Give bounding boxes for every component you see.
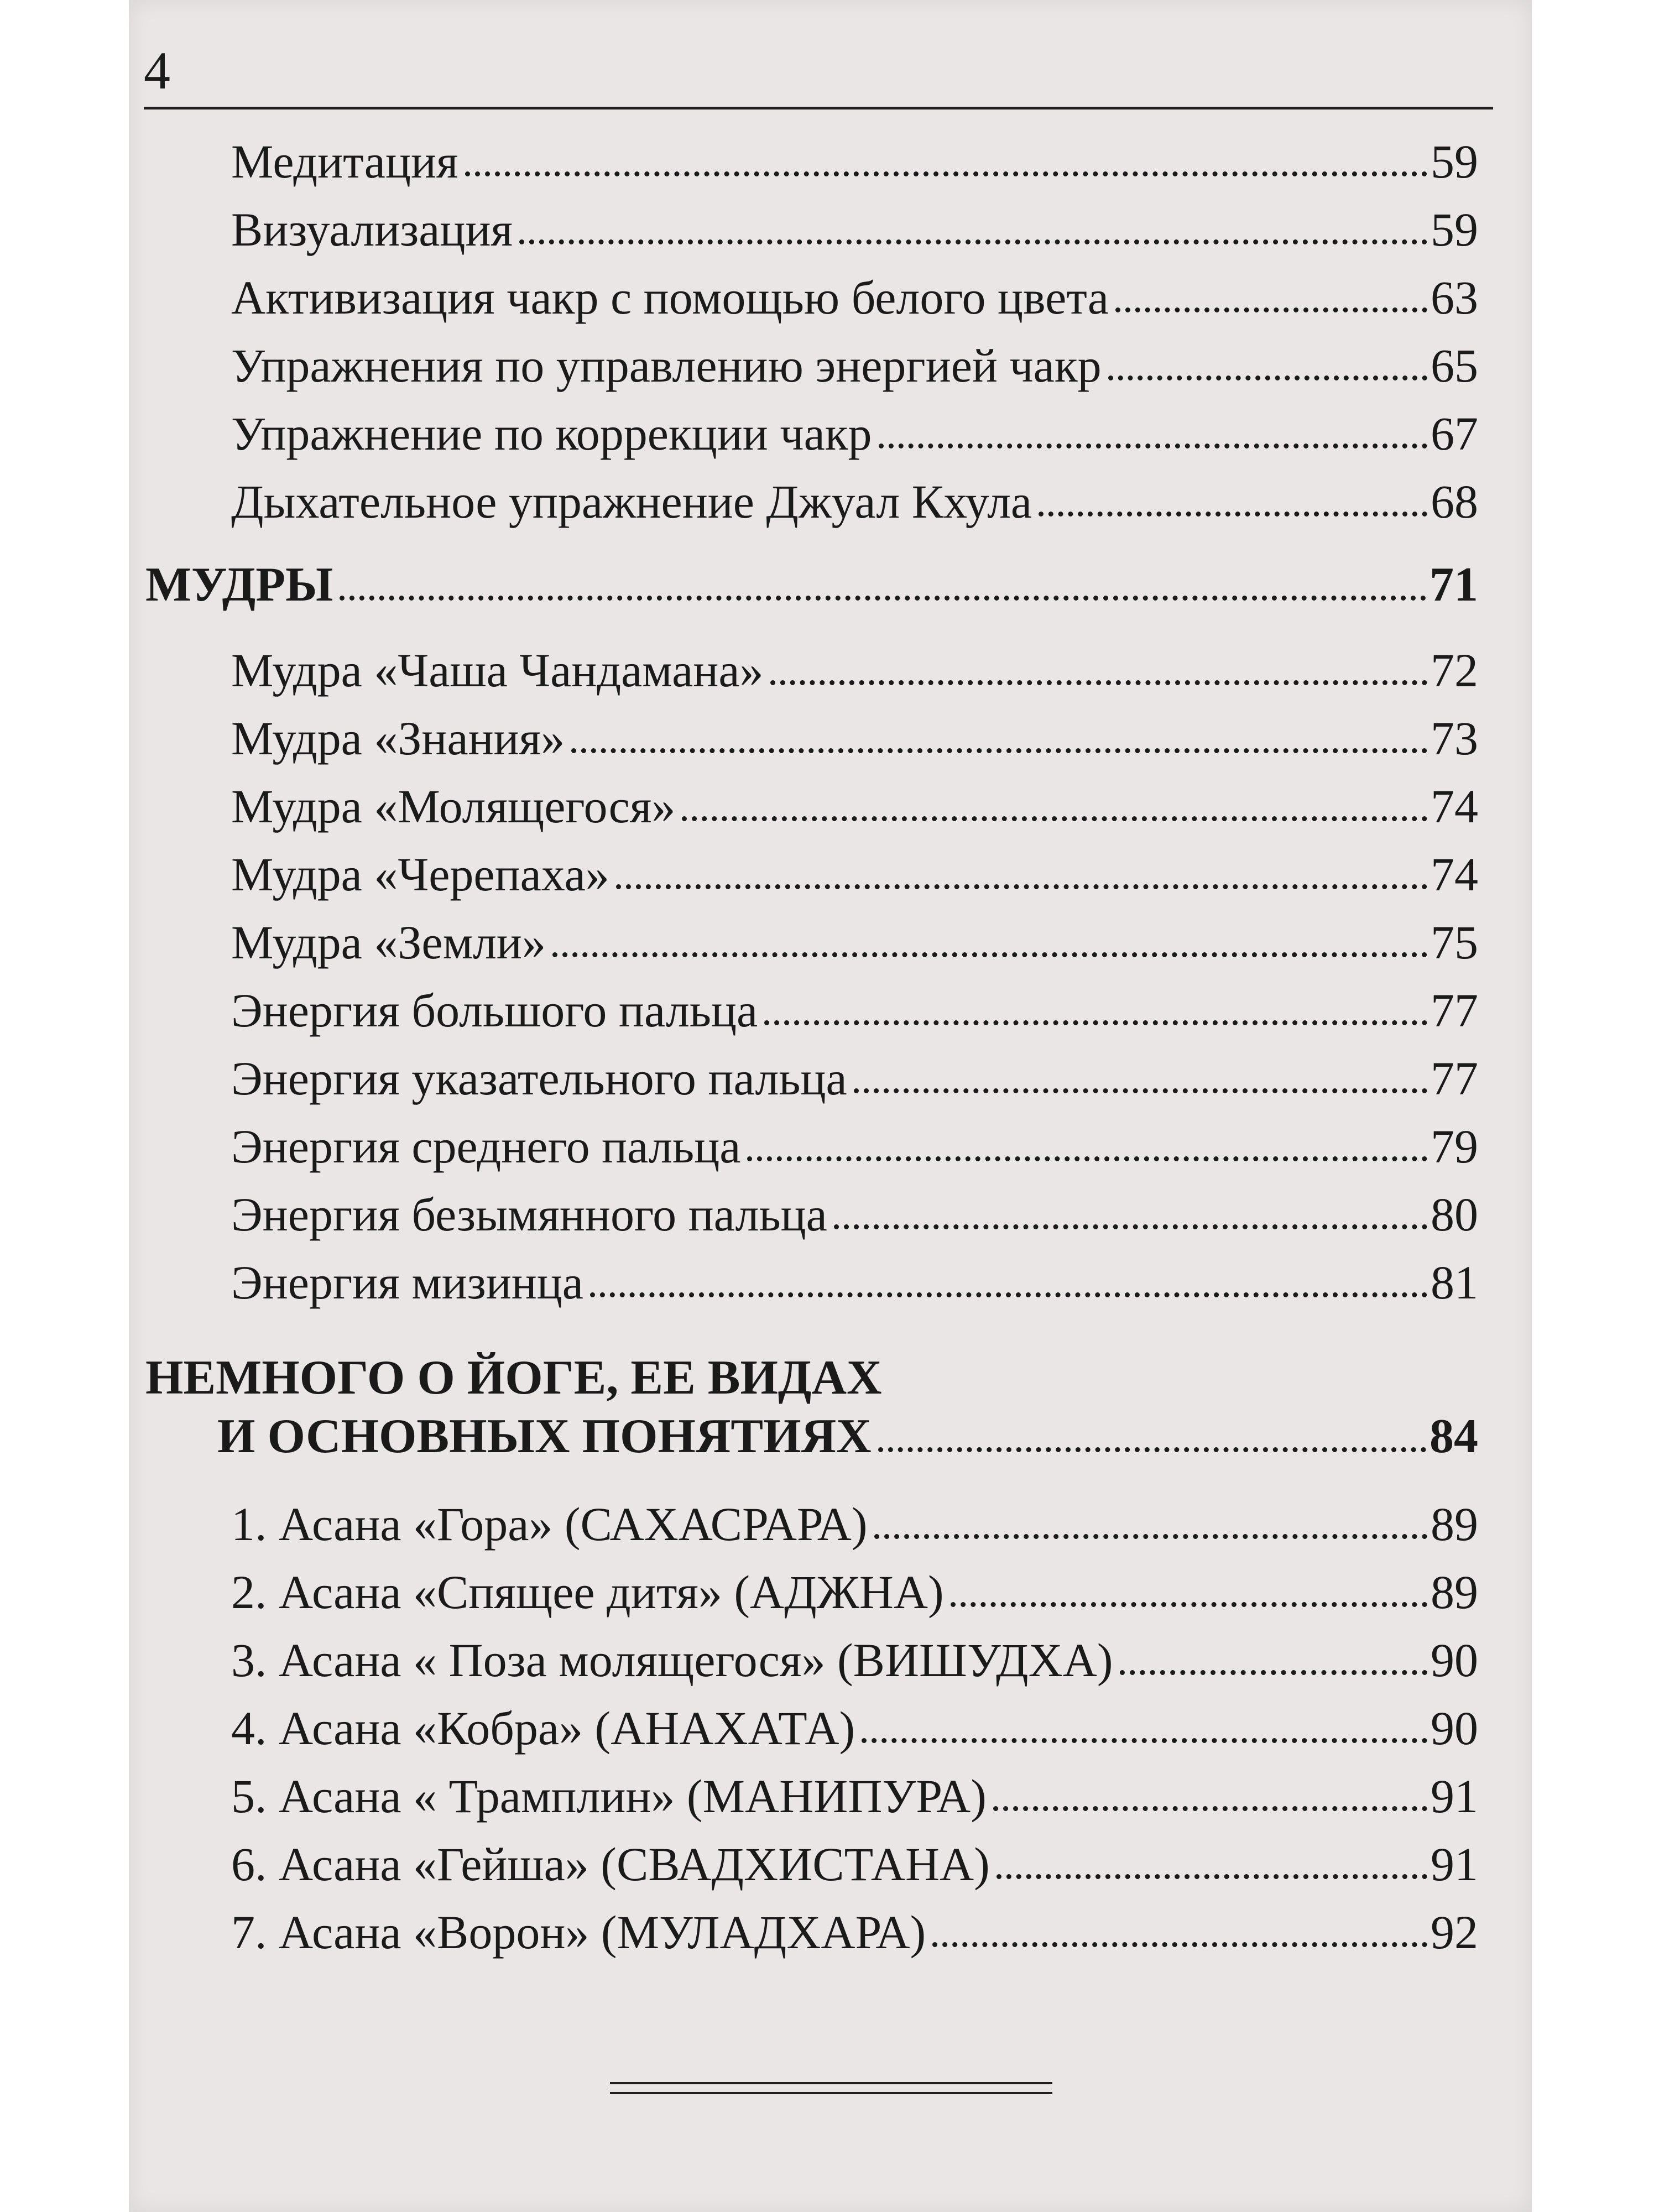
toc-entry-page: 89 [1431, 1498, 1478, 1551]
dot-leader [764, 1020, 1427, 1025]
toc-entry [231, 119, 1478, 188]
toc-entry [231, 391, 1478, 460]
toc-entry [231, 1822, 1478, 1891]
toc-entry-page: 74 [1431, 848, 1478, 901]
dot-leader [747, 1156, 1427, 1161]
dot-leader [340, 596, 1426, 601]
toc-entry-label: Дыхательное упражнение Джуал Кхула [231, 475, 1032, 528]
dot-leader [878, 1447, 1426, 1452]
toc-entry-label: 3. Асана « Поза молящегося» (ВИШУДХА) [231, 1634, 1113, 1687]
toc-entry-page: 75 [1431, 916, 1478, 969]
toc-entry [231, 628, 1478, 697]
dot-leader [932, 1942, 1427, 1947]
toc-entry-label: Мудра «Знания» [231, 712, 565, 765]
toc-entry [231, 1104, 1478, 1173]
dot-leader [993, 1806, 1427, 1811]
dot-leader [571, 748, 1427, 753]
toc-entry-page: 65 [1431, 339, 1478, 392]
toc-entry-label: 5. Асана « Трамплин» (МАНИПУРА) [231, 1770, 987, 1823]
toc-entry [231, 1550, 1478, 1619]
toc-entry-page: 67 [1431, 407, 1478, 460]
toc-entry-label: Упражнение по коррекции чакр [231, 407, 872, 460]
dot-leader [1039, 512, 1427, 517]
toc-entry-page: 63 [1431, 271, 1478, 324]
toc-entry [231, 255, 1478, 324]
toc-entry [231, 1754, 1478, 1823]
dot-leader [879, 444, 1427, 448]
dot-leader [951, 1602, 1427, 1607]
toc-entry-page: 77 [1431, 984, 1478, 1037]
toc-entry-label: 7. Асана «Ворон» (МУЛАДХАРА) [231, 1906, 926, 1959]
dot-leader [997, 1874, 1427, 1879]
dot-leader [1120, 1670, 1427, 1675]
toc-entry-label: Мудра «Земли» [231, 916, 546, 969]
toc-entry-label: И ОСНОВНЫХ ПОНЯТИЯХ [217, 1410, 872, 1463]
toc-entry [231, 1618, 1478, 1687]
toc-entry-page: 89 [1431, 1566, 1478, 1619]
toc-entry-page: 80 [1431, 1188, 1478, 1241]
toc-entry-page: 71 [1430, 558, 1478, 612]
toc-entry-label: Мудра «Чаша Чандамана» [231, 644, 764, 697]
closing-rule-bottom [610, 2092, 1052, 2094]
toc-entry-page: 91 [1431, 1770, 1478, 1823]
toc-entry-page: 79 [1431, 1120, 1478, 1173]
toc-entry [231, 900, 1478, 969]
toc-entry [231, 764, 1478, 833]
toc-entry [231, 696, 1478, 765]
toc-entry [231, 459, 1478, 528]
page-number: 4 [144, 41, 170, 100]
toc-entry-label: Энергия среднего пальца [231, 1120, 741, 1173]
toc-entry-page: 91 [1431, 1838, 1478, 1891]
dot-leader [1115, 307, 1427, 312]
dot-leader [682, 816, 1427, 821]
toc-entry-label: Энергия безымянного пальца [231, 1188, 827, 1241]
toc-entry-label: 1. Асана «Гора» (САХАСРАРА) [231, 1498, 868, 1551]
dot-leader [770, 680, 1427, 685]
dot-leader [1108, 375, 1427, 380]
toc-entry [231, 1036, 1478, 1105]
book-page [129, 0, 1532, 2212]
dot-leader [874, 1534, 1427, 1539]
dot-leader [590, 1292, 1427, 1297]
toc-entry-page: 90 [1431, 1634, 1478, 1687]
toc-entry-page: 90 [1431, 1702, 1478, 1755]
toc-entry-label: Мудра «Черепаха» [231, 848, 609, 901]
toc-entry-label: МУДРЫ [145, 558, 333, 612]
toc-chapter-entry [217, 1395, 1478, 1461]
dot-leader [854, 1088, 1427, 1093]
toc-chapter-entry [145, 543, 1478, 612]
dot-leader [465, 171, 1427, 176]
toc-entry [231, 1172, 1478, 1241]
toc-entry-label: Энергия указательного пальца [231, 1052, 847, 1105]
toc-entry-page: 72 [1431, 644, 1478, 697]
toc-entry [231, 832, 1478, 901]
toc-entry-page: 59 [1431, 135, 1478, 188]
toc-entry [231, 1890, 1478, 1959]
toc-entry-page: 68 [1431, 475, 1478, 528]
dot-leader [834, 1224, 1427, 1229]
toc-entry-label: 2. Асана «Спящее дитя» (АДЖНА) [231, 1566, 944, 1619]
toc-entry-label: Энергия большого пальца [231, 984, 758, 1037]
dot-leader [552, 952, 1427, 957]
dot-leader [616, 884, 1427, 889]
toc-entry [231, 1240, 1478, 1309]
toc-entry-page: 59 [1431, 203, 1478, 256]
toc-entry-page: 73 [1431, 712, 1478, 765]
chapter-heading-line1: НЕМНОГО О ЙОГЕ, ЕЕ ВИДАХ [145, 1351, 882, 1405]
toc-entry [231, 323, 1478, 392]
toc-entry-label: Упражнения по управлению энергией чакр [231, 339, 1102, 392]
toc-entry [231, 1481, 1478, 1551]
toc-entry [231, 187, 1478, 256]
toc-entry-label: Активизация чакр с помощью белого цвета [231, 271, 1109, 324]
closing-rule-top [610, 2082, 1052, 2084]
toc-entry-page: 81 [1431, 1256, 1478, 1309]
toc-entry-label: Медитация [231, 135, 458, 188]
toc-entry-page: 92 [1431, 1906, 1478, 1959]
toc-entry [231, 968, 1478, 1037]
toc-entry-label: Энергия мизинца [231, 1256, 583, 1309]
toc-entry [231, 1686, 1478, 1755]
toc-entry-label: 6. Асана «Гейша» (СВАДХИСТАНА) [231, 1838, 990, 1891]
toc-entry-page: 74 [1431, 780, 1478, 833]
toc-entry-label: Визуализация [231, 203, 513, 256]
dot-leader [519, 239, 1427, 244]
header-rule [144, 107, 1493, 109]
toc-entry-label: Мудра «Молящегося» [231, 780, 676, 833]
toc-entry-page: 77 [1431, 1052, 1478, 1105]
toc-entry-label: 4. Асана «Кобра» (АНАХАТА) [231, 1702, 855, 1755]
dot-leader [862, 1738, 1427, 1743]
toc-entry-page: 84 [1430, 1410, 1478, 1463]
